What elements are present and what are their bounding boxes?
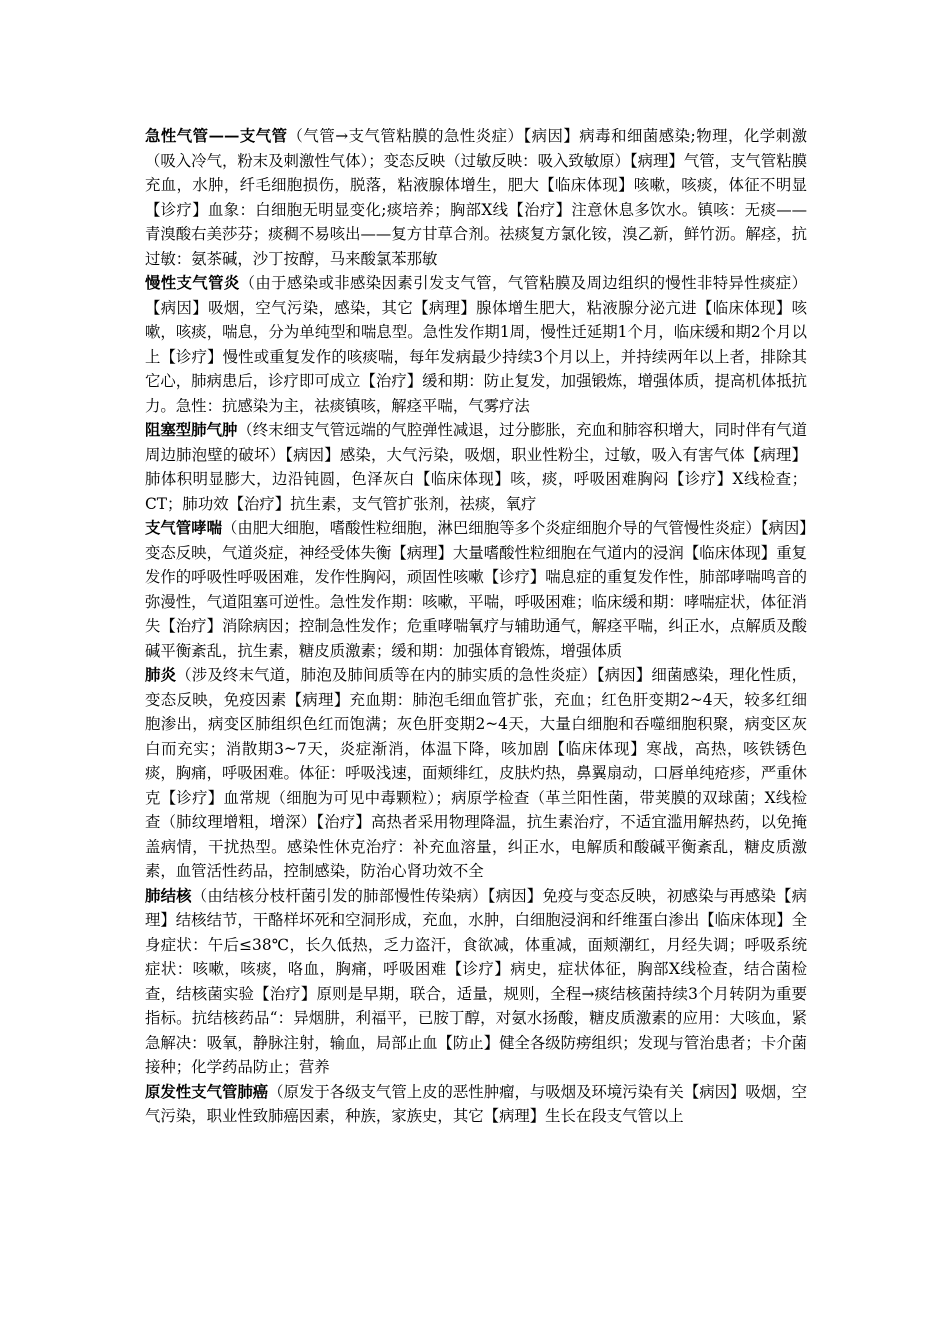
entry-body: （原发于各级支气管上皮的恶性肿瘤，与吸烟及环境污染有关【病因】吸烟，空气污染，职业性致肺癌因素，种族，家族史，其它【病理】生长在段支气管以上 [145, 1082, 807, 1125]
entry-term: 慢性支气管炎 [145, 274, 240, 292]
entry-term: 支气管哮喘 [145, 519, 222, 537]
entry-chronic-bronchitis [145, 271, 807, 418]
entry-term: 急性气管——支气管 [145, 127, 288, 145]
entry-pneumonia [145, 663, 807, 884]
entry-body: （涉及终末气道，肺泡及肺间质等在内的肺实质的急性炎症）【病因】细菌感染，理化性质，变态反映，免疫因素【病理】充血期：肺泡毛细血管扩张，充血；红色肝变期2~4天，较多红细胞渗出，病变区肺组织色红而饱满；灰色肝变期2~4天，大量白细胞和吞噬细胞积聚，病变区灰白而充实；消散期3~7天，炎症渐消，体温下降，咳加剧【临床体现】寒战，高热，咳铁锈色痰，胸痛，呼吸困难。体征：呼吸浅速，面颊绯红，皮肤灼热，鼻翼扇动，口唇单纯疮疹，严重休克【诊疗】血常规（细胞为可见中毒颗粒）；病原学检查（革兰阳性菌，带荚膜的双球菌；X线检查（肺纹理增粗，增深）【治疗】高热者采用物理降温，抗生素治疗，不适宜滥用解热药，以免掩盖病情，干扰热型。感染性休克治疗：补充血溶量，纠正水，电解质和酸碱平衡紊乱，糖皮质激素，血管活性药品，控制感染，防治心肾功效不全 [145, 666, 807, 880]
entry-term: 肺结核 [145, 886, 192, 905]
entry-body: （由于感染或非感染因素引发支气管，气管粘膜及周边组织的慢性非特异性痰症）【病因】吸烟，空气污染，感染，其它【病理】腺体增生肥大，粘液腺分泌亢进【临床体现】咳嗽，咳痰，喘息，分为单纯型和喘息型。急性发作期1周，慢性迁延期1个月，临床缓和期2个月以上【诊疗】慢性或重复发作的咳痰喘，每年发病最少持续3个月以上，并持续两年以上者，排除其它心，肺病患后，诊疗即可成立【治疗】缓和期：防止复发，加强锻炼，增强体质，提高机体抵抗力。急性：抗感染为主，祛痰镇咳，解痉平喘，气雾疗法 [145, 274, 807, 415]
entry-term: 原发性支气管肺癌 [145, 1082, 269, 1101]
entry-body: （由肥大细胞，嗜酸性粒细胞，淋巴细胞等多个炎症细胞介导的气管慢性炎症）【病因】变态反映，气道炎症，神经受体失衡【病理】大量嗜酸性粒细胞在气道内的浸润【临床体现】重复发作的呼吸性呼吸困难，发作性胸闷，顽固性咳嗽【诊疗】喘息症的重复发作性，肺部哮喘鸣音的弥漫性，气道阻塞可逆性。急性发作期：咳嗽，平喘，呼吸困难；临床缓和期：哮喘症状，体征消失【治疗】消除病因；控制急性发作；危重哮喘氧疗与辅助通气，解痉平喘，纠正水，点解质及酸碱平衡紊乱，抗生素，糖皮质激素；缓和期：加强体育锻炼，增强体质 [145, 519, 807, 660]
entry-body: （气管→支气管粘膜的急性炎症）【病因】病毒和细菌感染;物理，化学刺激（吸入冷气，粉末及刺激性气体）；变态反映（过敏反映：吸入致敏原）【病理】气管，支气管粘膜充血，水肿，纤毛细胞损伤，脱落，粘液腺体增生，肥大【临床体现】咳嗽，咳痰，体征不明显【诊疗】血象：白细胞无明显变化;痰培养；胸部X线【治疗】注意休息多饮水。镇咳：无痰——青溴酸右美莎芬；痰稠不易咳出——复方甘草合剂。祛痰复方氯化铵，溴乙新，鲜竹沥。解痉，抗过敏：氨茶碱，沙丁按醇，马来酸氯苯那敏 [145, 127, 807, 268]
entry-body: （由结核分枝杆菌引发的肺部慢性传染病）【病因】免疫与变态反映，初感染与再感染【病理】结核结节，干酪样坏死和空洞形成，充血，水肿，白细胞浸润和纤维蛋白渗出【临床体现】全身症状：午后≤38℃，长久低热，乏力盗汗，食欲减，体重减，面颊潮红，月经失调；呼吸系统症状：咳嗽，咳痰，咯血，胸痛，呼吸困难【诊疗】病史，症状体征，胸部X线检查，结合菌检查，结核菌实验【治疗】原则是早期，联合，适量，规则，全程→痰结核菌持续3个月转阴为重要指标。抗结核药品“：异烟肼，利福平，已胺丁醇，对氨水扬酸，糖皮质激素的应用：大咳血，紧急解决：吸氧，静脉注射，输血，局部止血【防止】健全各级防痨组织；发现与管治患者；卡介菌接种；化学药品防止；营养 [145, 886, 807, 1076]
document-page [145, 124, 807, 1129]
entry-obstructive-emphysema [145, 418, 807, 516]
entry-term: 肺炎 [145, 666, 177, 684]
entry-lung-cancer [145, 1080, 807, 1129]
entry-bronchial-asthma [145, 516, 807, 663]
entry-body: （终末细支气管远端的气腔弹性减退，过分膨胀，充血和肺容积增大，同时伴有气道周边肺泡壁的破坏）【病因】感染，大气污染，吸烟，职业性粉尘，过敏，吸入有害气体【病理】肺体积明显膨大，边沿钝圆，色泽灰白【临床体现】咳，痰，呼吸困难胸闷【诊疗】X线检查；CT；肺功效【治疗】抗生素，支气管扩张剂，祛痰，氧疗 [145, 421, 807, 513]
entry-term: 阻塞型肺气肿 [145, 421, 238, 439]
entry-acute-tracheobronchitis [145, 124, 807, 271]
entry-tuberculosis [145, 884, 807, 1080]
